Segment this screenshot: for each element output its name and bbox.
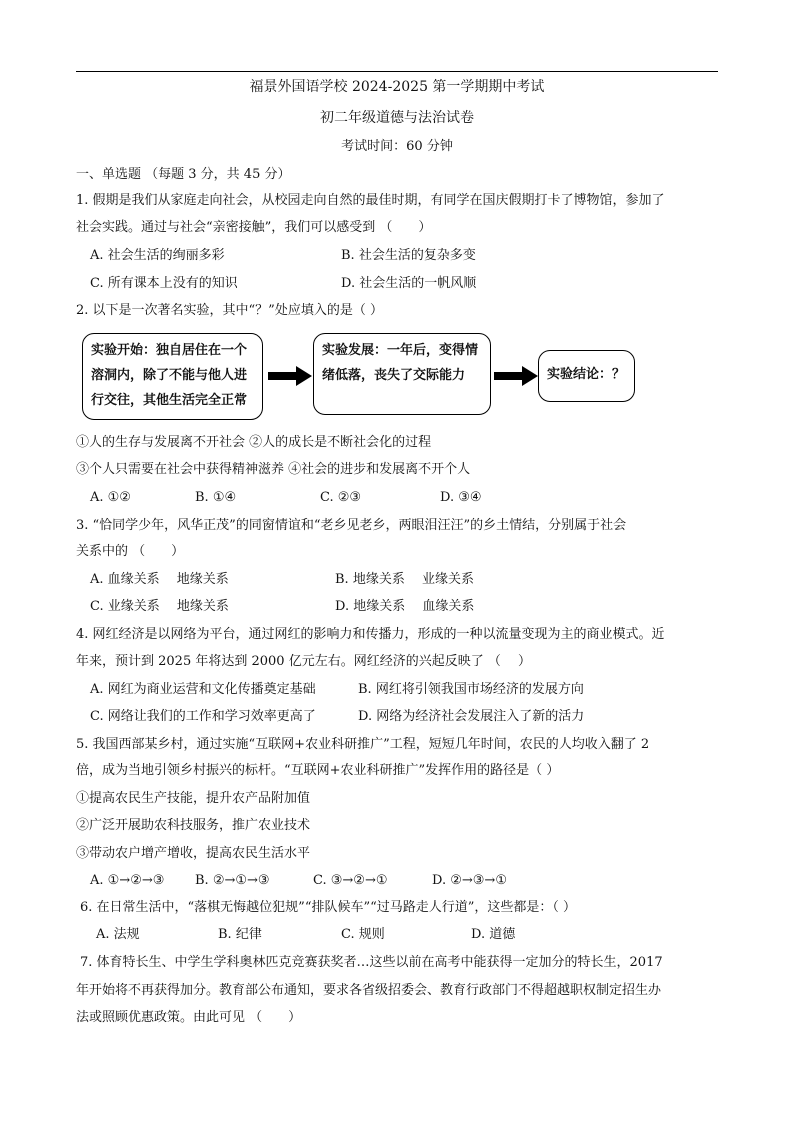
q1-stem-line1: 1. 假期是我们从家庭走向社会，从校园走向自然的最佳时期，有同学在国庆假期打卡了博物馆，参加了 [76,193,665,208]
q2-items-line2: ③个人只需要在社会中获得精神滋养 ④社会的进步和发展离不开个人 [76,462,471,477]
q2-option-a: A. ①② [90,490,131,505]
arrow-right-icon [494,366,538,386]
q3-stem-line2: 关系中的 （ ） [76,544,185,559]
q1-option-a: A. 社会生活的绚丽多彩 [90,248,225,263]
paper-title: 初二年级道德与法治试卷 [320,110,474,126]
q2-option-b: B. ①④ [195,490,237,505]
q5-stem-line1: 5. 我国西部某乡村，通过实施“互联网+农业科研推广”工程，短短几年时间，农民的人均收入翻了 2 [76,737,650,752]
q2-stem: 2. 以下是一次著名实验，其中“？”处应填入的是（ ） [76,303,383,318]
q4-stem-line1: 4. 网红经济是以网络为平台，通过网红的影响力和传播力，形成的一种以流量变现为主的商业模式。近 [76,627,665,642]
q3-option-b: B. 地缘关系 业缘关系 [335,572,474,587]
q6-option-d: D. 道德 [471,927,516,942]
section-heading: 一、单选题 （每题 3 分，共 45 分） [76,167,291,182]
q5-option-c: C. ③→②→① [313,873,388,888]
q3-option-d: D. 地缘关系 血缘关系 [335,599,475,614]
q1-option-b: B. 社会生活的复杂多变 [341,248,476,263]
experiment-start-box: 实验开始：独自居住在一个溶洞内，除了不能与他人进行交往，其他生活完全正常 [82,333,263,420]
school-exam-title: 福景外国语学校 2024-2025 第一学期期中考试 [249,79,545,95]
q3-option-c: C. 业缘关系 地缘关系 [90,599,229,614]
q4-option-c: C. 网络让我们的工作和学习效率更高了 [90,709,316,724]
q4-option-d: D. 网络为经济社会发展注入了新的活力 [358,709,585,724]
q1-stem-line2: 社会实践。通过与社会“亲密接触”，我们可以感受到 （ ） [76,220,432,235]
arrow-right-icon [268,366,312,386]
q6-option-a: A. 法规 [96,927,140,942]
q2-option-d: D. ③④ [440,490,482,505]
q2-option-c: C. ②③ [320,490,362,505]
q5-item-1: ①提高农民生产技能，提升农产品附加值 [76,791,311,806]
q7-stem-line3: 法或照顾优惠政策。由此可见 （ ） [76,1010,302,1025]
q7-stem-line1: 7. 体育特长生、中学生学科奥林匹克竞赛获奖者…这些以前在高考中能获得一定加分的特长生，2017 [80,955,663,970]
q6-option-b: B. 纪律 [218,927,262,942]
q3-option-a: A. 血缘关系 地缘关系 [90,572,229,587]
q2-items-line1: ①人的生存与发展离不开社会 ②人的成长是不断社会化的过程 [76,435,432,450]
exam-time: 考试时间：60 分钟 [341,139,453,154]
q5-option-b: B. ②→①→③ [195,873,270,888]
q3-stem-line1: 3. “恰同学少年，风华正茂”的同窗情谊和“老乡见老乡，两眼泪汪汪”的乡土情结，分别属于社会 [76,518,627,533]
q1-option-d: D. 社会生活的一帆风顺 [341,276,477,291]
q4-stem-line2: 年来，预计到 2025 年将达到 2000 亿元左右。网红经济的兴起反映了 （ ） [76,654,531,669]
header-rule [76,71,718,72]
q4-option-a: A. 网红为商业运营和文化传播奠定基础 [90,682,316,697]
q6-stem: 6. 在日常生活中，“落棋无悔越位犯规”“排队候车”“过马路走人行道”，这些都是：（ ） [80,900,577,915]
q4-option-b: B. 网红将引领我国市场经济的发展方向 [358,682,584,697]
experiment-development-box: 实验发展：一年后，变得情绪低落，丧失了交际能力 [313,333,491,415]
q5-stem-line2: 倍，成为当地引领乡村振兴的标杆。“互联网+农业科研推广”发挥作用的路径是（ ） [76,763,560,778]
q5-item-2: ②广泛开展助农科技服务，推广农业技术 [76,818,311,833]
q5-option-a: A. ①→②→③ [90,873,165,888]
q1-option-c: C. 所有课本上没有的知识 [90,276,238,291]
q5-option-d: D. ②→③→① [432,873,507,888]
q7-stem-line2: 年开始将不再获得加分。教育部公布通知，要求各省级招委会、教育行政部门不得超越职权制定招生办 [76,983,662,998]
experiment-conclusion-box: 实验结论：？ [538,350,635,402]
q5-item-3: ③带动农户增产增收，提高农民生活水平 [76,846,311,861]
q6-option-c: C. 规则 [341,927,385,942]
